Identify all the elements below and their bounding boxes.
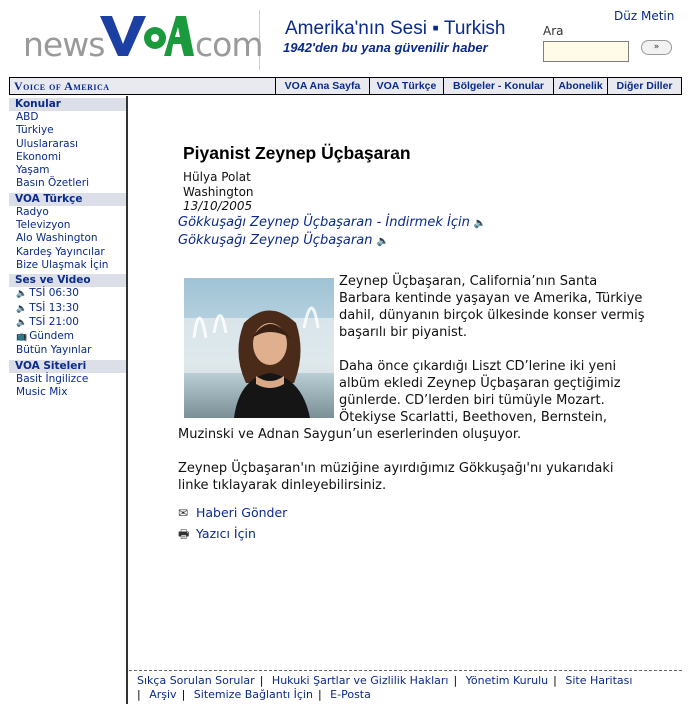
article-paragraph: Zeynep Üçbaşaran, California’nın Santa Barbara kentinde yaşayan ve Amerika, Türkiye dahil, dünyanın birçok ülkesinde konser vermiş başarılı bir piyanist. <box>339 274 645 340</box>
footer-link-archive[interactable]: Arşiv <box>149 687 177 701</box>
sidebar-item-press-review[interactable]: Basın Özetleri <box>16 177 89 190</box>
sidebar-item-label: TSİ 13:30 <box>29 301 79 314</box>
sidebar-item-music-mix[interactable]: Music Mix <box>16 386 68 399</box>
speaker-icon: 🔈 <box>16 317 28 328</box>
footer-separator: | <box>317 687 322 701</box>
audio-listen-link[interactable] <box>178 232 648 251</box>
send-story-link[interactable] <box>178 502 648 524</box>
sidebar-item-radio[interactable]: Radyo <box>16 205 49 218</box>
footer-separator: | <box>453 674 458 687</box>
speaker-icon: 🔈 <box>473 217 487 229</box>
sidebar-item-label: TSİ 06:30 <box>29 287 79 300</box>
footer-link-faq[interactable]: Sıkça Sorulan Sorular <box>137 674 255 687</box>
plain-text-link[interactable]: Düz Metin <box>614 9 675 23</box>
sidebar-item-economy[interactable]: Ekonomi <box>16 150 61 163</box>
article-paragraph: Daha önce çıkardığı Liszt CD’lerine iki yeni albüm ekledi Zeynep Üçbaşaran geçtiğimiz günlerde. CD’lerden biri tümüyle Mozart. Ötekiyse Scarlatti, Beethoven, Bernstein, Muzinski ve Adnan Saygun’un eserlerinden oluşuyor. <box>178 359 621 442</box>
speaker-icon: 🔈 <box>16 303 28 314</box>
sidebar-item-tsi-1330[interactable] <box>9 302 126 316</box>
speaker-icon: 🔈 <box>16 289 28 300</box>
logo-news-text: news <box>23 25 105 64</box>
search-label: Ara <box>543 24 564 38</box>
envelope-icon: ✉ <box>178 506 189 520</box>
footer-link-board[interactable]: Yönetim Kurulu <box>465 674 549 687</box>
search-input[interactable] <box>543 41 629 62</box>
voa-news-logo[interactable] <box>10 10 263 70</box>
footer-separator: | <box>259 674 264 687</box>
article-author: Hülya Polat <box>183 170 251 184</box>
site-subtitle: 1942'den bu yana güvenilir haber <box>283 40 488 55</box>
nav-other-languages[interactable]: Diğer Diller <box>607 78 681 94</box>
sidebar-item-contact[interactable]: Bize Ulaşmak İçin <box>16 258 109 271</box>
sidebar-item-tsi-0630[interactable] <box>9 287 126 301</box>
sidebar-item-label: TSİ 21:00 <box>29 315 79 328</box>
sidebar-item-tsi-2100[interactable] <box>9 316 126 330</box>
nav-voa-home[interactable]: VOA Ana Sayfa <box>275 78 369 94</box>
sidebar-item-international[interactable]: Uluslararası <box>16 137 78 150</box>
logo-com-text: com <box>195 25 263 64</box>
sidebar-heading-topics: Konular <box>9 98 126 111</box>
sidebar-item-television[interactable]: Televizyon <box>16 219 71 232</box>
nav-subscription[interactable]: Abonelik <box>553 78 607 94</box>
sidebar-item-affiliates[interactable]: Kardeş Yayıncılar <box>16 245 105 258</box>
footer-link-email[interactable]: E-Posta <box>330 687 371 701</box>
footer-link-link-to-us[interactable]: Sitemize Bağlantı İçin <box>193 687 313 701</box>
sidebar-item-agenda[interactable] <box>9 330 126 344</box>
audio-download-link[interactable] <box>178 214 648 233</box>
sidebar-item-turkiye[interactable]: Türkiye <box>16 124 54 137</box>
printer-icon: 🖶 <box>178 527 190 541</box>
sidebar-item-all-broadcasts[interactable]: Bütün Yayınlar <box>16 344 92 357</box>
article-photo <box>184 278 334 418</box>
article-title: Piyanist Zeynep Üçbaşaran <box>183 143 411 163</box>
sidebar-heading-audio-video: Ses ve Video <box>9 274 126 287</box>
sidebar-item-abd[interactable]: ABD <box>16 111 39 123</box>
article-date: 13/10/2005 <box>183 199 253 213</box>
footer-separator: | <box>553 674 557 687</box>
footer <box>129 670 682 701</box>
nav-brand: Voice of America <box>14 79 110 93</box>
sidebar-heading-voa-sites: VOA Siteleri <box>9 360 126 373</box>
footer-row <box>129 688 682 702</box>
send-story-label: Haberi Gönder <box>196 505 288 520</box>
speaker-icon: 🔈 <box>376 236 389 247</box>
nav-voa-turkce[interactable]: VOA Türkçe <box>369 78 443 94</box>
header <box>0 0 693 76</box>
footer-link-sitemap[interactable]: Site Haritası <box>565 674 633 687</box>
sidebar <box>9 96 128 704</box>
article <box>178 143 648 541</box>
sidebar-heading-voa-turkce: VOA Türkçe <box>9 193 126 206</box>
audio-download-label: Gökkuşağı Zeynep Üçbaşaran - İndirmek İçin <box>178 214 470 230</box>
print-link[interactable] <box>178 524 648 544</box>
footer-separator: | <box>137 687 141 701</box>
article-paragraph: Zeynep Üçbaşaran'ın müziğine ayırdığımız Gökkuşağı'nı yukarıdaki linke tıklayarak dinleyebilirsiniz. <box>178 461 614 493</box>
sidebar-item-label: Gündem <box>29 330 75 343</box>
sidebar-item-alo-washington[interactable]: Alo Washington <box>16 232 98 245</box>
search-button[interactable]: » <box>641 40 672 55</box>
voa-logo-mark <box>98 12 194 58</box>
audio-listen-label: Gökkuşağı Zeynep Üçbaşaran <box>178 233 373 248</box>
sidebar-item-life[interactable]: Yaşam <box>16 164 50 177</box>
nav-regions-topics[interactable]: Bölgeler - Konular <box>443 78 553 94</box>
footer-row <box>129 674 682 688</box>
sidebar-item-simple-english[interactable]: Basit İngilizce <box>16 372 89 385</box>
print-label: Yazıcı İçin <box>196 526 256 541</box>
footer-link-legal[interactable]: Hukuki Şartlar ve Gizlilik Hakları <box>271 674 449 687</box>
footer-separator: | <box>181 687 186 701</box>
site-title: Amerika'nın Sesi ▪ Turkish <box>285 18 506 39</box>
article-location: Washington <box>183 184 254 199</box>
top-nav-bar <box>9 77 682 95</box>
tv-icon: 📺 <box>16 332 28 343</box>
